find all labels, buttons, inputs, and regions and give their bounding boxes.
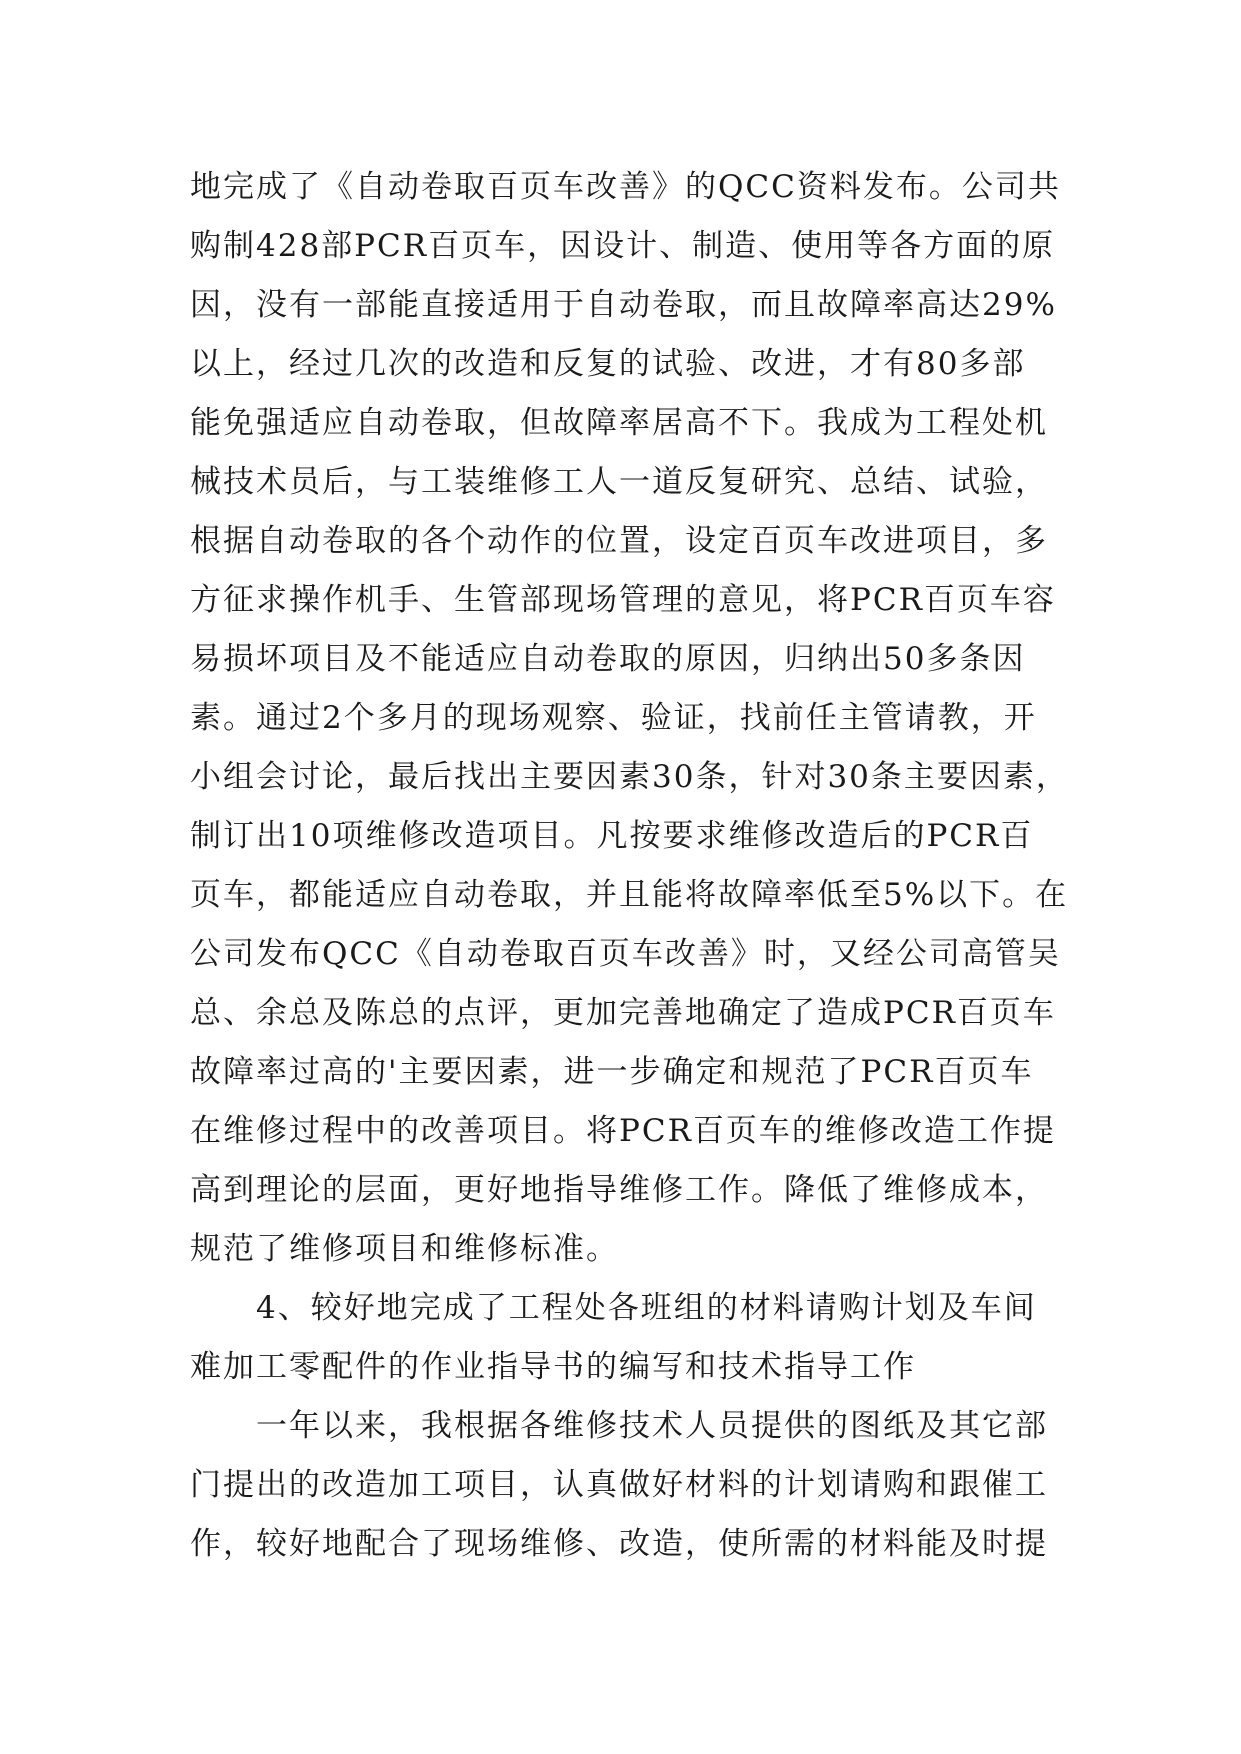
text-line-15: 总、余总及陈总的点评，更加完善地确定了造成PCR百页车	[190, 995, 1056, 1031]
text-line-20: 4、较好地完成了工程处各班组的材料请购计划及车间	[190, 1290, 1037, 1326]
text-line-21: 难加工零配件的作业指导书的编写和技术指导工作	[190, 1349, 916, 1385]
text-line-11: 小组会讨论，最后找出主要因素30条，针对30条主要因素，	[190, 759, 1069, 795]
text-line-10: 素。通过2个多月的现场观察、验证，找前任主管请教，开	[190, 700, 1037, 736]
text-line-3: 因，没有一部能直接适用于自动卷取，而且故障率高达29%	[190, 287, 1057, 323]
text-line-14: 公司发布QCC《自动卷取百页车改善》时，又经公司高管吴	[190, 936, 1061, 972]
text-line-4: 以上，经过几次的改造和反复的试验、改进，才有80多部	[190, 346, 1026, 382]
text-line-17: 在维修过程中的改善项目。将PCR百页车的维修改造工作提	[190, 1113, 1056, 1149]
text-line-1: 地完成了《自动卷取百页车改善》的QCC资料发布。公司共	[190, 169, 1061, 205]
text-line-12: 制订出10项维修改造项目。凡按要求维修改造后的PCR百	[190, 818, 1034, 854]
text-line-5: 能免强适应自动卷取，但故障率居高不下。我成为工程处机	[190, 405, 1048, 441]
text-line-19: 规范了维修项目和维修标准。	[190, 1231, 619, 1267]
text-line-2: 购制428部PCR百页车，因设计、制造、使用等各方面的原	[190, 228, 1056, 264]
text-line-24: 作，较好地配合了现场维修、改造，使所需的材料能及时提	[190, 1526, 1048, 1562]
text-line-18: 高到理论的层面，更好地指导维修工作。降低了维修成本，	[190, 1172, 1048, 1208]
text-line-22: 一年以来，我根据各维修技术人员提供的图纸及其它部	[190, 1408, 1048, 1444]
text-line-8: 方征求操作机手、生管部现场管理的意见，将PCR百页车容	[190, 582, 1056, 618]
text-line-16: 故障率过高的'主要因素，进一步确定和规范了PCR百页车	[190, 1054, 1034, 1090]
body-text	[190, 158, 1070, 1574]
text-line-9: 易损坏项目及不能适应自动卷取的原因，归纳出50多条因	[190, 641, 1026, 677]
text-line-13: 页车，都能适应自动卷取，并且能将故障率低至5%以下。在	[190, 877, 1069, 913]
text-line-7: 根据自动卷取的各个动作的位置，设定百页车改进项目，多	[190, 523, 1048, 559]
text-line-23: 门提出的改造加工项目，认真做好材料的计划请购和跟催工	[190, 1467, 1048, 1503]
text-line-6: 械技术员后，与工装维修工人一道反复研究、总结、试验，	[190, 464, 1048, 500]
